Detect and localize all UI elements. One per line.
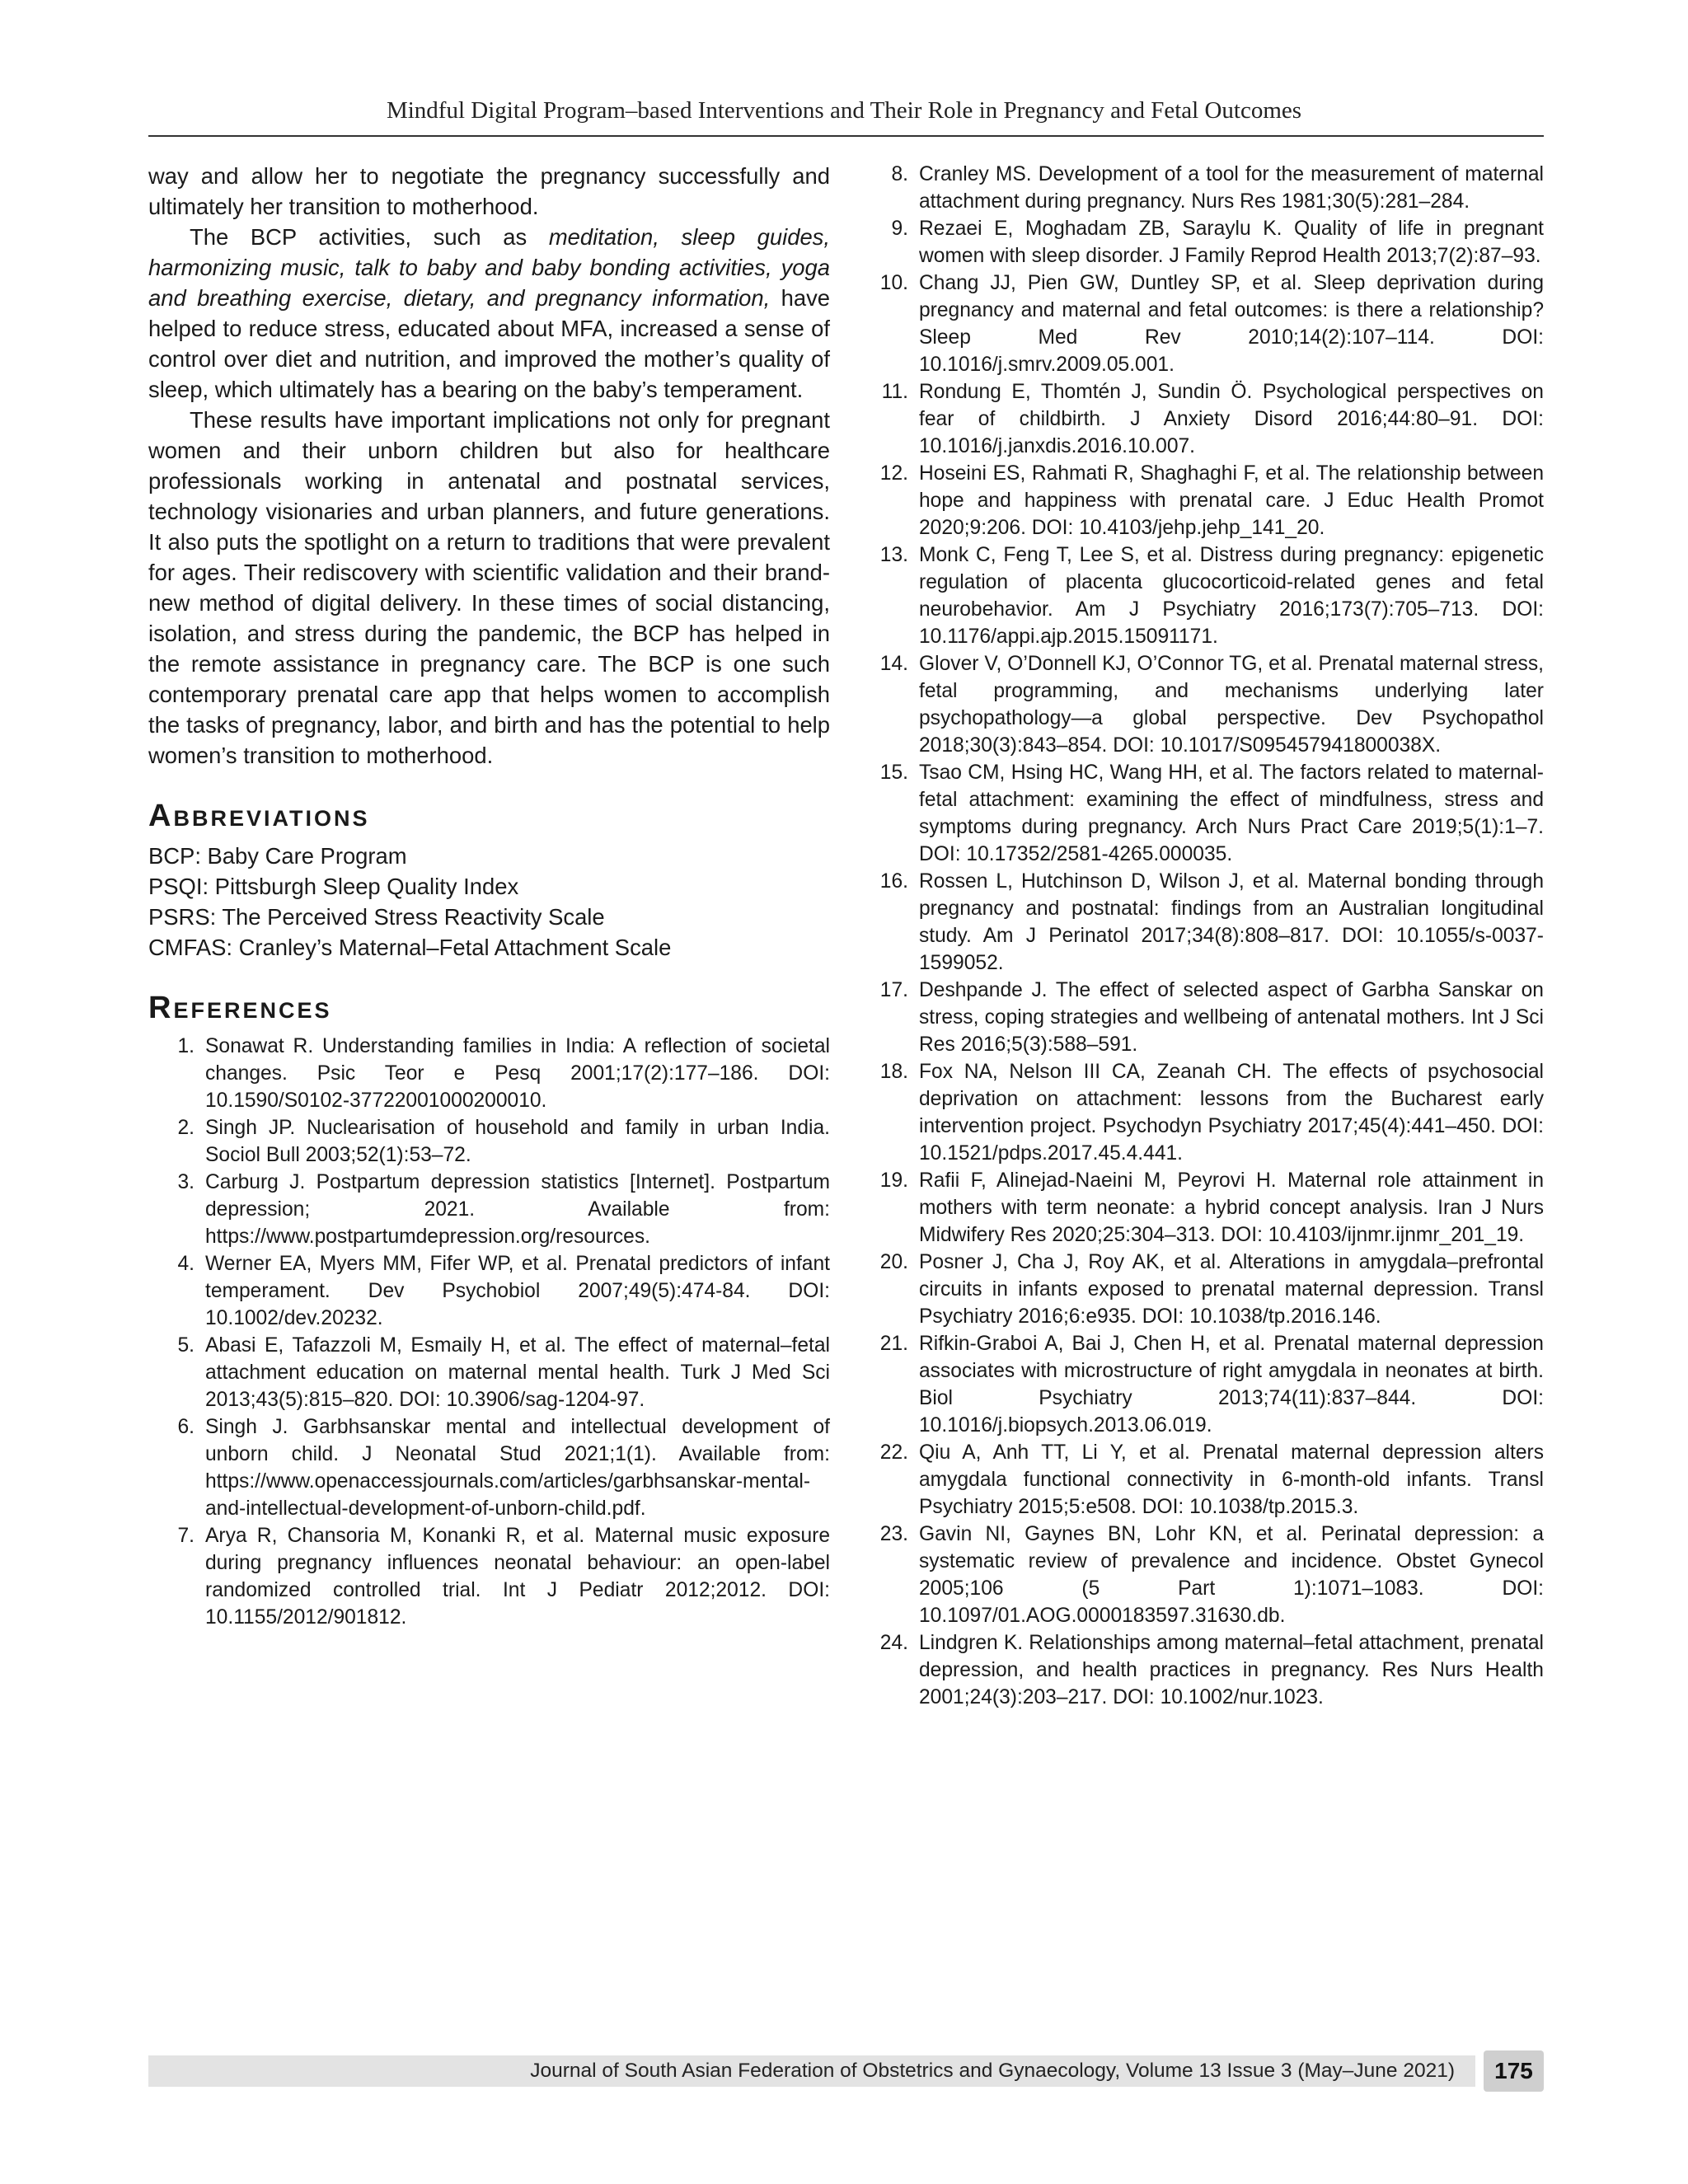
reference-text: Monk C, Feng T, Lee S, et al. Distress during pregnancy: epigenetic regulation of placenta glucocorticoid-related genes and fetal neurobehavior. Am J Psychiatry 2016;173(7):705–713. DOI: 10.1176/appi.ajp.2015.15091171. xyxy=(919,544,1544,648)
paragraph-3: These results have important implications not only for pregnant women and their unborn children but also for healthcare professionals working in antenatal and postnatal services, technology visionaries and urban planners, and future generations. It also puts the spotlight on a return to traditions that were prevalent for ages. Their rediscovery with scientific validation and their brand-new method of digital delivery. In these times of social distancing, isolation, and stress during the pandemic, the BCP has helped in the remote assistance in pregnancy care. The BCP is one such contemporary prenatal care app that helps women to accomplish the tasks of pregnancy, labor, and birth and has the potential to help women’s transition to motherhood. xyxy=(148,407,830,768)
reference-number: 15. xyxy=(879,762,908,784)
reference-number: 24. xyxy=(879,1632,908,1654)
reference-item xyxy=(862,1249,1544,1330)
paragraph-2-end: have helped to reduce stress, educated about MFA, increased a sense of control over diet and nutrition, and improved the mother’s quality of sleep, which ultimately has a bearing on the baby’s temperament. xyxy=(148,285,830,402)
reference-item xyxy=(862,759,1544,868)
reference-text: Abasi E, Tafazzoli M, Esmaily H, et al. The effect of maternal–fetal attachment education on maternal mental health. Turk J Med Sci 2013;43(5):815–820. DOI: 10.3906/sag-1204-97. xyxy=(205,1334,830,1411)
paragraph-2-start: The BCP activities, such as xyxy=(190,224,549,250)
reference-item xyxy=(148,1250,830,1332)
reference-item xyxy=(148,1114,830,1169)
reference-item xyxy=(862,868,1544,977)
reference-text: Rezaei E, Moghadam ZB, Saraylu K. Quality of life in pregnant women with sleep disorder. J Family Reprod Health 2013;7(2):87–93. xyxy=(919,218,1544,267)
reference-number: 5. xyxy=(177,1334,195,1357)
references-list-right xyxy=(862,161,1544,1711)
reference-item xyxy=(862,161,1544,215)
reference-number: 18. xyxy=(879,1061,908,1083)
reference-number: 16. xyxy=(879,870,908,893)
reference-number: 10. xyxy=(879,272,908,294)
reference-item xyxy=(862,1167,1544,1249)
reference-number: 7. xyxy=(177,1525,195,1547)
reference-item xyxy=(148,1033,830,1114)
reference-item xyxy=(862,1629,1544,1711)
reference-item xyxy=(862,541,1544,650)
abbreviation-item: PSQI: Pittsburgh Sleep Quality Index xyxy=(148,874,519,899)
page-number: 175 xyxy=(1484,2050,1544,2092)
reference-item xyxy=(862,1521,1544,1629)
abbreviation-item: BCP: Baby Care Program xyxy=(148,843,407,869)
reference-number: 8. xyxy=(891,163,908,185)
reference-text: Carburg J. Postpartum depression statistics [Internet]. Postpartum depression; 2021. Available from: https://www.postpartumdepression.org/resources. xyxy=(205,1171,830,1248)
reference-text: Cranley MS. Development of a tool for the measurement of maternal attachment during pregnancy. Nurs Res 1981;30(5):281–284. xyxy=(919,163,1544,213)
reference-text: Rafii F, Alinejad-Naeini M, Peyrovi H. Maternal role attainment in mothers with term neonate: a hybrid concept analysis. Iran J Nurs Midwifery Res 2020;25:304–313. DOI: 10.4103/ijnmr.ijnmr_201_19. xyxy=(919,1169,1544,1246)
reference-text: Lindgren K. Relationships among maternal–fetal attachment, prenatal depression, and health practices in pregnancy. Res Nurs Health 2001;24(3):203–217. DOI: 10.1002/nur.1023. xyxy=(919,1632,1544,1708)
paragraph-1: way and allow her to negotiate the pregnancy successfully and ultimately her transition to motherhood. xyxy=(148,163,830,219)
reference-text: Singh JP. Nuclearisation of household and family in urban India. Sociol Bull 2003;52(1):53–72. xyxy=(205,1117,830,1166)
body-text xyxy=(148,161,830,771)
reference-number: 9. xyxy=(891,218,908,240)
reference-text: Werner EA, Myers MM, Fifer WP, et al. Prenatal predictors of infant temperament. Dev Psychobiol 2007;49(5):474-84. DOI: 10.1002/dev.20232. xyxy=(205,1253,830,1329)
reference-item xyxy=(862,1058,1544,1167)
reference-text: Rondung E, Thomtén J, Sundin Ö. Psychological perspectives on fear of childbirth. J Anxiety Disord 2016;44:80–91. DOI: 10.1016/j.janxdis.2016.10.007. xyxy=(919,381,1544,457)
reference-item xyxy=(862,1330,1544,1439)
reference-item xyxy=(148,1169,830,1250)
reference-number: 23. xyxy=(879,1523,908,1545)
reference-number: 1. xyxy=(177,1035,195,1057)
reference-number: 19. xyxy=(879,1169,908,1192)
reference-number: 13. xyxy=(879,544,908,566)
reference-text: Qiu A, Anh TT, Li Y, et al. Prenatal maternal depression alters amygdala functional connectivity in 6-month-old infants. Transl Psychiatry 2015;5:e508. DOI: 10.1038/tp.2015.3. xyxy=(919,1441,1544,1518)
left-column xyxy=(148,161,830,1631)
reference-item xyxy=(862,215,1544,269)
reference-text: Tsao CM, Hsing HC, Wang HH, et al. The factors related to maternal-fetal attachment: examining the effect of mindfulness, stress and symptoms during pregnancy. Arch Nurs Pract Care 2019;5(1):1–7. DOI: 10.17352/2581-4265.000035. xyxy=(919,762,1544,865)
right-column xyxy=(862,161,1544,1711)
reference-number: 12. xyxy=(879,462,908,485)
abbreviation-item: CMFAS: Cranley’s Maternal–Fetal Attachment Scale xyxy=(148,935,672,960)
reference-item xyxy=(148,1522,830,1631)
paragraph-2-italic: meditation, sleep guides, harmonizing music, talk to baby and baby bonding activities, yoga and breathing exercise, dietary, and pregnancy information, xyxy=(148,224,830,311)
reference-number: 4. xyxy=(177,1253,195,1275)
reference-text: Glover V, O’Donnell KJ, O’Connor TG, et al. Prenatal maternal stress, fetal programming, and mechanisms underlying later psychopathology—a global perspective. Dev Psychopathol 2018;30(3):843–854. DOI: 10.1017/S095457941800038X. xyxy=(919,653,1544,757)
reference-number: 14. xyxy=(879,653,908,675)
references-list-left xyxy=(148,1033,830,1631)
footer-journal: Journal of South Asian Federation of Obstetrics and Gynaecology, Volume 13 Issue 3 (May–June 2021) xyxy=(530,2060,1455,2082)
abbreviations-list xyxy=(148,841,830,963)
reference-text: Singh J. Garbhsanskar mental and intellectual development of unborn child. J Neonatal Stud 2021;1(1). Available from: https://www.openaccessjournals.com/articles/garbhsanskar-mental-and-intellectual-development-of-unborn-child.pdf. xyxy=(205,1416,830,1520)
reference-text: Sonawat R. Understanding families in India: A reflection of societal changes. Psic Teor e Pesq 2001;17(2):177–186. DOI: 10.1590/S0102-37722001000200010. xyxy=(205,1035,830,1112)
reference-text: Chang JJ, Pien GW, Duntley SP, et al. Sleep deprivation during pregnancy and maternal and fetal outcomes: is there a relationship? Sleep Med Rev 2010;14(2):107–114. DOI: 10.1016/j.smrv.2009.05.001. xyxy=(919,272,1544,376)
running-header: Mindful Digital Program–based Interventions and Their Role in Pregnancy and Fetal Outcomes xyxy=(386,97,1302,124)
reference-item xyxy=(862,1439,1544,1521)
references-heading: References xyxy=(148,991,332,1025)
reference-number: 2. xyxy=(177,1117,195,1139)
reference-text: Rifkin-Graboi A, Bai J, Chen H, et al. Prenatal maternal depression associates with microstructure of right amygdala in neonates at birth. Biol Psychiatry 2013;74(11):837–844. DOI: 10.1016/j.biopsych.2013.06.019. xyxy=(919,1333,1544,1436)
abbreviations-heading: Abbreviations xyxy=(148,799,370,833)
reference-number: 22. xyxy=(879,1441,908,1464)
reference-item xyxy=(148,1332,830,1413)
reference-number: 20. xyxy=(879,1251,908,1273)
abbreviation-item: PSRS: The Perceived Stress Reactivity Scale xyxy=(148,904,605,930)
reference-text: Arya R, Chansoria M, Konanki R, et al. Maternal music exposure during pregnancy influences neonatal behaviour: an open-label randomized controlled trial. Int J Pediatr 2012;2012. DOI: 10.1155/2012/901812. xyxy=(205,1525,830,1629)
reference-number: 3. xyxy=(177,1171,195,1193)
paragraph-2 xyxy=(148,222,830,405)
header-rule xyxy=(148,135,1544,137)
reference-item xyxy=(862,269,1544,378)
reference-text: Fox NA, Nelson III CA, Zeanah CH. The effects of psychosocial deprivation on attachment: lessons from the Bucharest early intervention project. Psychodyn Psychiatry 2017;45(4):441–450. DOI: 10.1521/pdps.2017.45.4.441. xyxy=(919,1061,1544,1165)
reference-text: Posner J, Cha J, Roy AK, et al. Alterations in amygdala–prefrontal circuits in infants exposed to prenatal maternal depression. Transl Psychiatry 2016;6:e935. DOI: 10.1038/tp.2016.146. xyxy=(919,1251,1544,1328)
reference-number: 6. xyxy=(177,1416,195,1438)
reference-number: 11. xyxy=(881,381,908,403)
reference-text: Gavin NI, Gaynes BN, Lohr KN, et al. Perinatal depression: a systematic review of prevalence and incidence. Obstet Gynecol 2005;106 (5 Part 1):1071–1083. DOI: 10.1097/01.AOG.0000183597.31630.db. xyxy=(919,1523,1544,1627)
reference-number: 17. xyxy=(879,979,908,1001)
reference-text: Hoseini ES, Rahmati R, Shaghaghi F, et al. The relationship between hope and happiness with prenatal care. J Educ Health Promot 2020;9:206. DOI: 10.4103/jehp.jehp_141_20. xyxy=(919,462,1544,539)
reference-item xyxy=(862,650,1544,759)
reference-number: 21. xyxy=(879,1333,908,1355)
reference-item xyxy=(862,460,1544,541)
reference-item xyxy=(862,378,1544,460)
reference-text: Deshpande J. The effect of selected aspect of Garbha Sanskar on stress, coping strategies and wellbeing of antenatal mothers. Int J Sci Res 2016;5(3):588–591. xyxy=(919,979,1544,1056)
reference-text: Rossen L, Hutchinson D, Wilson J, et al. Maternal bonding through pregnancy and postnatal: findings from an Australian longitudinal study. Am J Perinatol 2017;34(8):808–817. DOI: 10.1055/s-0037-1599052. xyxy=(919,870,1544,974)
reference-item xyxy=(148,1413,830,1522)
reference-item xyxy=(862,977,1544,1058)
